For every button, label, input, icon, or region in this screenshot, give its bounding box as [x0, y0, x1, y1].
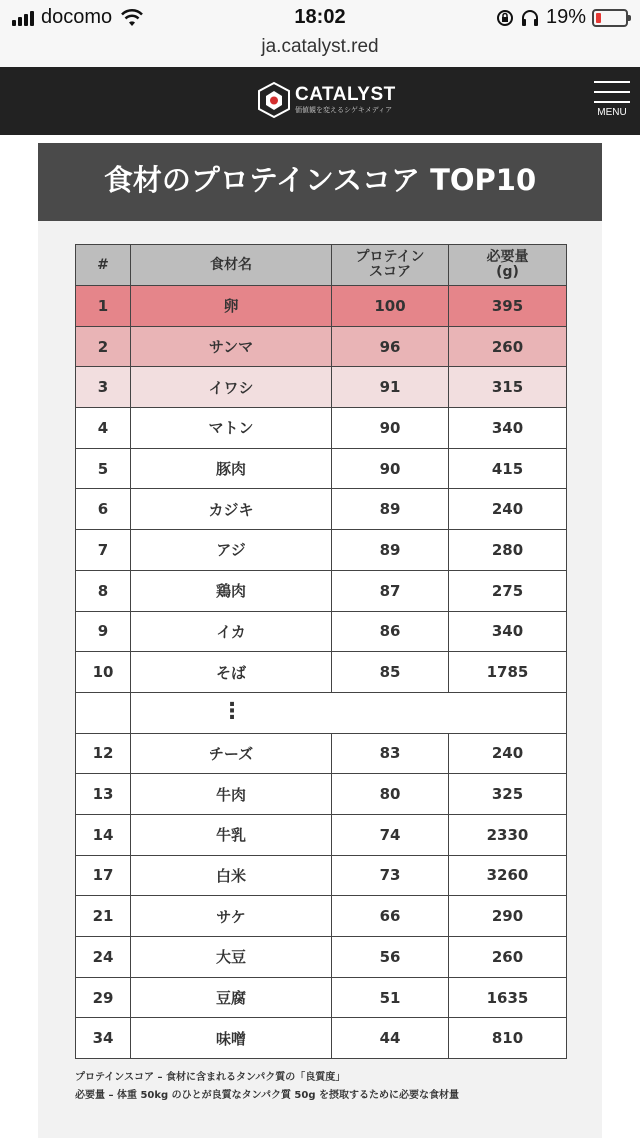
orientation-lock-icon: [496, 9, 514, 27]
column-header-rank: #: [76, 245, 131, 286]
amount-cell: 3260: [449, 855, 567, 896]
amount-cell: 395: [449, 286, 567, 327]
menu-button[interactable]: [594, 81, 630, 118]
rank-cell: 8: [76, 570, 131, 611]
status-time: 18:02: [294, 6, 346, 28]
table-row: [76, 530, 567, 571]
table-row: [76, 937, 567, 978]
rank-cell: 4: [76, 408, 131, 449]
score-cell: 89: [332, 530, 449, 571]
food-cell: 卵: [131, 286, 332, 327]
rank-cell: 14: [76, 814, 131, 855]
menu-label: MENU: [597, 107, 627, 118]
table-row: [76, 570, 567, 611]
food-cell: チーズ: [131, 733, 332, 774]
rank-cell: 2: [76, 326, 131, 367]
rank-cell: 34: [76, 1018, 131, 1059]
rank-cell: 1: [76, 286, 131, 327]
site-logo[interactable]: [257, 81, 396, 119]
table-row: [76, 1018, 567, 1059]
table-row: [76, 652, 567, 693]
battery-fill: [596, 13, 601, 23]
score-cell: 87: [332, 570, 449, 611]
score-cell: 56: [332, 937, 449, 978]
score-cell: 83: [332, 733, 449, 774]
page-title: 食材のプロテインスコア TOP10: [38, 143, 602, 221]
amount-cell: 240: [449, 489, 567, 530]
amount-cell: 1785: [449, 652, 567, 693]
status-right: [496, 6, 628, 29]
table-header-row: [76, 245, 567, 286]
footnotes: [75, 1069, 459, 1105]
score-cell: 44: [332, 1018, 449, 1059]
score-cell: 73: [332, 855, 449, 896]
table-row: [76, 814, 567, 855]
food-cell: サケ: [131, 896, 332, 937]
table-row: [76, 367, 567, 408]
rank-cell: 5: [76, 448, 131, 489]
amount-cell: 240: [449, 733, 567, 774]
food-cell: 味噌: [131, 1018, 332, 1059]
amount-header-line1: 必要量: [486, 249, 529, 265]
rank-cell: 10: [76, 652, 131, 693]
rank-cell: 3: [76, 367, 131, 408]
table-row: [76, 733, 567, 774]
score-cell: 66: [332, 896, 449, 937]
rank-cell: 7: [76, 530, 131, 571]
food-cell: マトン: [131, 408, 332, 449]
amount-cell: 260: [449, 326, 567, 367]
score-cell: 91: [332, 367, 449, 408]
amount-cell: 325: [449, 774, 567, 815]
ellipsis-cell: [131, 692, 567, 733]
url-bar[interactable]: [0, 34, 640, 67]
amount-cell: 290: [449, 896, 567, 937]
food-cell: カジキ: [131, 489, 332, 530]
vertical-ellipsis-icon: ⋮: [221, 698, 243, 724]
table-row: [76, 855, 567, 896]
table-row: [76, 286, 567, 327]
amount-cell: 260: [449, 937, 567, 978]
rank-cell: 24: [76, 937, 131, 978]
catalyst-logo-icon: [257, 81, 291, 119]
ellipsis-rank-cell: [76, 692, 131, 733]
rank-cell: 6: [76, 489, 131, 530]
url-text[interactable]: ja.catalyst.red: [261, 36, 379, 57]
score-cell: 100: [332, 286, 449, 327]
food-cell: サンマ: [131, 326, 332, 367]
score-cell: 80: [332, 774, 449, 815]
amount-cell: 1635: [449, 977, 567, 1018]
score-cell: 90: [332, 448, 449, 489]
food-cell: イワシ: [131, 367, 332, 408]
table-row: [76, 489, 567, 530]
amount-cell: 2330: [449, 814, 567, 855]
score-cell: 85: [332, 652, 449, 693]
battery-icon: [592, 9, 628, 27]
headphones-icon: [520, 9, 540, 27]
score-header-line2: スコア: [369, 264, 411, 280]
food-cell: 白米: [131, 855, 332, 896]
ellipsis-row: [76, 692, 567, 733]
food-cell: 鶏肉: [131, 570, 332, 611]
food-cell: 大豆: [131, 937, 332, 978]
food-cell: 牛肉: [131, 774, 332, 815]
infographic-panel: [38, 143, 602, 1138]
battery-percent: 19%: [545, 6, 586, 28]
amount-cell: 810: [449, 1018, 567, 1059]
rank-cell: 29: [76, 977, 131, 1018]
score-cell: 51: [332, 977, 449, 1018]
table-row: [76, 326, 567, 367]
score-cell: 74: [332, 814, 449, 855]
table-row: [76, 448, 567, 489]
amount-cell: 340: [449, 611, 567, 652]
footnote-protein-score: プロテインスコア – 食材に含まれるタンパク質の「良質度」: [75, 1072, 346, 1083]
food-cell: アジ: [131, 530, 332, 571]
score-cell: 96: [332, 326, 449, 367]
amount-cell: 340: [449, 408, 567, 449]
table-row: [76, 408, 567, 449]
column-header-amount: [449, 245, 567, 286]
table-row: [76, 977, 567, 1018]
food-cell: 豆腐: [131, 977, 332, 1018]
food-cell: イカ: [131, 611, 332, 652]
site-header: [0, 67, 640, 135]
amount-cell: 280: [449, 530, 567, 571]
carrier-name: docomo: [41, 6, 113, 28]
amount-cell: 275: [449, 570, 567, 611]
table-row: [76, 896, 567, 937]
table-row: [76, 774, 567, 815]
rank-cell: 9: [76, 611, 131, 652]
table-row: [76, 611, 567, 652]
column-header-food: 食材名: [131, 245, 332, 286]
brand-tagline: 価値観を変えるシゲキメディア: [295, 106, 393, 114]
rank-cell: 12: [76, 733, 131, 774]
food-cell: 牛乳: [131, 814, 332, 855]
column-header-score: [332, 245, 449, 286]
brand-name: CATALYST: [295, 84, 396, 105]
amount-cell: 315: [449, 367, 567, 408]
rank-cell: 17: [76, 855, 131, 896]
status-bar: [0, 0, 640, 34]
hamburger-icon: [594, 81, 630, 83]
score-cell: 89: [332, 489, 449, 530]
amount-cell: 415: [449, 448, 567, 489]
amount-header-line2: (g): [496, 264, 519, 280]
rank-cell: 13: [76, 774, 131, 815]
score-cell: 86: [332, 611, 449, 652]
protein-score-table: [75, 244, 567, 1059]
score-header-line1: プロテイン: [355, 249, 425, 265]
food-cell: 豚肉: [131, 448, 332, 489]
footnote-required-amount: 必要量 – 体重 50kg のひとが良質なタンパク質 50g を摂取するために必要な食材量: [75, 1090, 459, 1101]
score-cell: 90: [332, 408, 449, 449]
rank-cell: 21: [76, 896, 131, 937]
food-cell: そば: [131, 652, 332, 693]
